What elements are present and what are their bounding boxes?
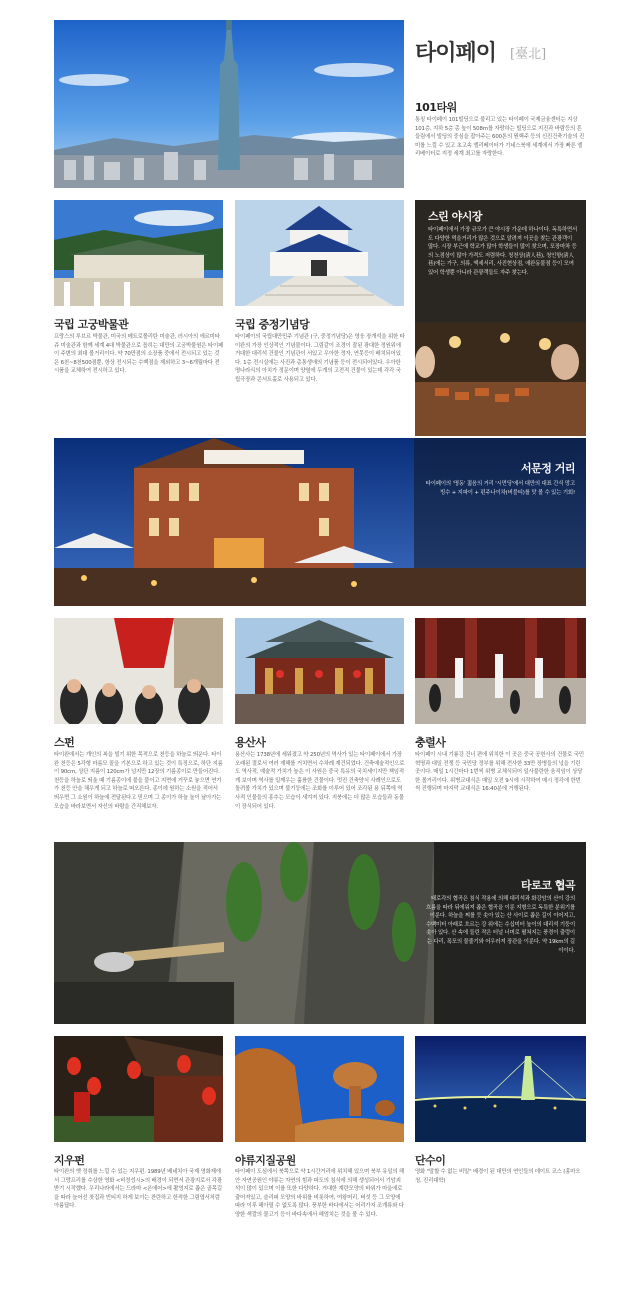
longshan-text: 용산사는 1738년에 세워졌고 약 250년의 역사가 있는 타이페이에서 가장 오래된 절로서 여러 재해를 거치면서 수차례 재건되었다. 건축예술적인으로도 역사적, 예술적 가치가 높은 이 사원은 중국 특유의 국치세이지만 책임적게 보이며 역사를 일깨우는 훌륭한 건물이다. 멋진 건축양식 사례인으로도 돌려볼 가치가 있으며 불기둥에는 조화를 이루어 있어 조각된 용 뒤쪽에 역사적 인물들의 흥추는 모습이 새겨져 있다. 지붕에는 더 많은 모습들과 동물이 장식되어 있다. bbox=[235, 752, 405, 810]
ximending-title: 서문정 거리 bbox=[521, 462, 575, 475]
sky-lantern-title: 스펀 bbox=[54, 736, 75, 749]
longshan-photo bbox=[235, 618, 404, 724]
palace-museum-text: 프랑스의 루브르 박물관, 미국의 메트로폴리탄 미술관, 러시아의 에르미타쥬 미술관과 함께 세계 4대 박물관으로 꼽히는 대만의 고궁박물원은 타이페이 주변의 최대 볼거리이다. 약 70만점의 소장품 중에서 전시되고 있는 것은 6천~8천500점뿐, 항상 전시되는 수백점을 제외하고 3~6개월마다 전시품을 교체하여 전시하고 있다. bbox=[54, 334, 224, 375]
tamsui-title: 단수이 bbox=[415, 1154, 446, 1167]
yehliu-photo bbox=[235, 1036, 404, 1142]
taipei101-photo bbox=[54, 20, 404, 188]
jiufen-text: 타이완의 옛 정취를 느낄 수 있는 지우펀. 1989년 베네치아 국제 영화제에서 그랑프리를 수상한 영화 <비정성시>의 배경이 되면서 관광지로서 각광받기 시작했다. 우리나라에서는 드라마 <온에어>에 촬영지로 좁은 골목길을 따라 늘어선 찻집과 빈티지 하게 보이는 찬란하고 한적한 그림엽서처럼 아름답다. bbox=[54, 1169, 222, 1210]
cks-memorial-text: 타이페이의 국립대만민주 기념관 (구, 중정기념당)은 영웅 장개석을 위한 타이완의 가장 인상적인 기념물이다. 그림같이 조경이 잘된 광대한 정원위에 거대한 대리석 건물인 기념관이 서있고 우아한 정자, 연못등이 배치되어있다. 1층 전시실에는 사진과 총통생애의 기념품 등이 전시되어있다. 우아한 명나라식의 아치가 정문이며 양옆에 두개의 고전적 건물이 있는데 각각 국립극장과 콘서트홀로 사용되고 있다. bbox=[235, 334, 405, 383]
tamsui-text: 영화 "말할 수 없는 비밀" 배경이 된 대만의 연인들의 데이트 코스 (홍마오청, 진리대학) bbox=[415, 1169, 581, 1184]
jiufen-photo bbox=[54, 1036, 223, 1142]
jiufen-title: 지우펀 bbox=[54, 1154, 85, 1167]
taroko-title: 타로코 협곡 bbox=[521, 879, 575, 892]
cks-memorial-title: 국립 중정기념당 bbox=[235, 318, 310, 331]
palace-museum-title: 국립 고궁박물관 bbox=[54, 318, 129, 331]
martyrs-shrine-photo bbox=[415, 618, 586, 724]
page-title: 타이페이 bbox=[415, 41, 497, 66]
night-market-text: 타이페이에서 가장 규모가 큰 야시장 가운데 하나이다. 독특하면서도 다양한 먹을거리가 많은 것으로 알려져 이곳을 찾는 관광객이 많다. 시장 부근에 학교가 많아 학생들이 많이 찾으며, 포장마차 등의 노점상이 많아 가격도 저렴하다. 청천상(淸人巷), 청인항(淸人巷)에는 가구, 의류, 액세서리, 사진현상점, 애완동물점 등이 모여 있어 학생뿐 아니라 관광객들도 자주 찾는다. bbox=[428, 227, 578, 276]
taroko-text: 태로각의 협곡은 침식 작용에 의해 대리석과 화강암의 산이 강의 흐름을 따라 뒤에워져 좁은 협곡을 이룬 지형으로 독특한 분위기를 이룬다. 하늘을 찌를 듯 솟아 있는 산 사이로 좁은 길이 이어지고, 수백미터 아래로 흐르는 강 위에는 수십미터 높이의 대리석 기둥이 솟아 있다. 산 속에 들린 작은 터널 너머로 펼쳐지는 풍경이 출렁이는 다리, 폭포의 물줄기와 어우러져 장관을 이룬다. 약 19km의 길이이다. bbox=[425, 896, 575, 954]
night-market-title: 스린 야시장 bbox=[428, 210, 482, 223]
sky-lantern-photo bbox=[54, 618, 223, 724]
martyrs-shrine-title: 충렬사 bbox=[415, 736, 446, 749]
yehliu-title: 야류지질공원 bbox=[235, 1154, 296, 1167]
martyrs-shrine-text: 타이페이 시내 기룡강 건너 편에 위치한 이 곳은 중국 공헌사의 건물로 국민 혁명과 대일 전쟁 등 국민당 정부를 위해 전사한 33만 장병들의 넋을 기린 곳이다. 매일 1시간마다 1번씩 위병 교체식되어 일사불란한 움직임이 상당한 볼거리이다. 위병교대식은 매일 오전 9시에 시작하여 매시 정각에 한번씩 진행되며 마지막 교대식은 16:40분에 거행된다. bbox=[415, 752, 584, 793]
longshan-title: 용산사 bbox=[235, 736, 266, 749]
taipei101-text: 통칭 타이페이 101빌딩으로 불리고 있는 타이페이 국제금융센터는 지상 101층, 지하 5층 총 높이 508m를 자랑하는 빌딩으로 지진과 바람등의 흔들림에서 빌딩의 중심을 잡아주는 600톤의 뭔핵주 등의 신진건축기술의 진미를 느낄 수 있고 초고속 엘리베이터가 기네스북에 세계에서 가장 빠른 엘리베이터로 지정 세계 최고를 자랑한다. bbox=[415, 117, 585, 158]
page-subtitle: [臺北] bbox=[510, 47, 547, 62]
night-market-photo bbox=[415, 322, 586, 436]
taipei101-title: 101타워 bbox=[415, 101, 457, 114]
ximending-text: 타이페이의 '명동' 젊음의 거리 '시먼딩'에서 대만의 대표 간식 망고빙수 + 지파이 + 펀주나이차(버블티)를 맛 볼 수 있는 기회! bbox=[425, 481, 575, 496]
palace-museum-photo bbox=[54, 200, 223, 306]
tamsui-photo bbox=[415, 1036, 586, 1142]
sky-lantern-text: 타이완에서는 개인의 복을 빌기 위한 목적으로 천등을 하늘로 띄운다. 타이완 천등은 5각형 마름모 꼴을 기본으로 하고 있는 것이 특징으로, 하단 지름이 90cm, 상단 지름이 120cm가 넘지만 12장의 기름종이로 만들어진다. 천등을 하늘로 띄울 때 기름종이에 불을 붙이고 지면에 거꾸로 놓으면 연기가 천등 안을 채우게 되고 하늘로 떠오른다. 종이에 원하는 소원을 적어서 띄우면 그 소원이 하늘에 전달된다고 믿으며 그 종이가 하늘 높이 날아가는 모습을 바라보면서 자신의 바람을 간직해보자. bbox=[54, 752, 223, 810]
yehliu-text: 타이페이 도심에서 북쪽으로 약 1시간거리에 위치해 있으며 북부 유일의 해안 자연공원인 야류는 자연의 힘과 파도의 침식에 의해 생성되어서 기암괴석이 많이 있으며 이를 또한 다양하다. 거대한 계란모양의 바위가 마을에로 출어져있고, 슬리퍼 모양의 바위를 비롯하여, 여왕머리, 버섯 등 그 모양에 따라 이루 헤아릴 수 없도록 많다. 풍부한 바다에서는 어리가지 조개류와 다양한 색깔의 물고기 등이 바다속에서 헤엄치는 것을 볼 수 있다. bbox=[235, 1169, 405, 1218]
cks-memorial-photo bbox=[235, 200, 404, 306]
